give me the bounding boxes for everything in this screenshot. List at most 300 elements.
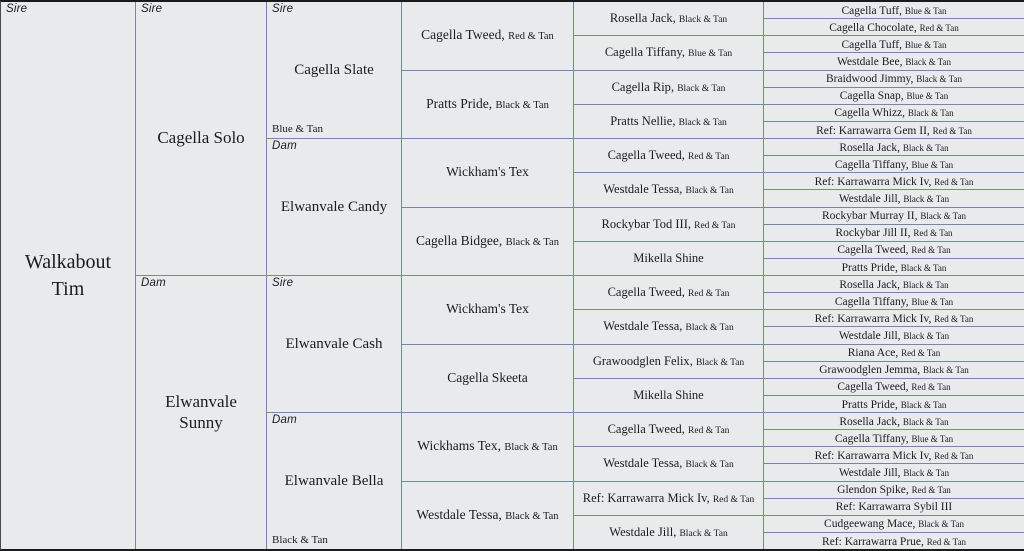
separator: , xyxy=(917,364,924,377)
dog-name-text: Wickham's Tex xyxy=(446,301,529,317)
coat-color: Black & Tan xyxy=(495,99,549,111)
dog-name xyxy=(842,258,947,275)
pedigree-cell xyxy=(136,275,266,549)
pedigree-cell xyxy=(402,70,573,139)
dog-name xyxy=(285,335,382,354)
dog-name xyxy=(603,180,733,199)
relation-label: Dam xyxy=(272,140,297,152)
dog-name-text: Westdale Tessa xyxy=(603,182,680,197)
coat-color: Black & Tan xyxy=(905,57,952,67)
pedigree-cell xyxy=(574,138,763,172)
dog-name-text: Cagella Tweed xyxy=(837,381,906,394)
pedigree-cell xyxy=(574,104,763,138)
separator: , xyxy=(899,38,905,51)
dog-name-text: Mikella Shine xyxy=(633,250,704,265)
dog-name xyxy=(633,386,703,405)
pedigree-cell xyxy=(574,241,763,275)
pedigree-cell xyxy=(402,2,573,70)
dog-name xyxy=(822,532,966,549)
dog-name xyxy=(633,249,703,268)
coat-color: Black & Tan xyxy=(900,399,947,410)
coat-color: Black & Tan xyxy=(677,83,726,94)
dog-name xyxy=(421,26,554,45)
dog-name xyxy=(605,43,732,62)
separator: , xyxy=(498,506,506,522)
separator: , xyxy=(899,56,906,68)
coat-color: Red & Tan xyxy=(688,426,730,437)
separator: , xyxy=(905,158,912,171)
dog-name xyxy=(417,437,557,456)
pedigree-cell xyxy=(574,35,763,69)
separator: , xyxy=(905,484,912,497)
separator: , xyxy=(672,113,679,128)
dog-name xyxy=(835,224,952,241)
separator: , xyxy=(706,490,713,505)
dog-name-text: Westdale Bee xyxy=(836,56,900,68)
pedigree-cell xyxy=(764,2,1024,18)
pedigree-cell xyxy=(402,344,573,413)
dog-name-text: Westdale Jill xyxy=(838,193,898,205)
coat-color: Red & Tan xyxy=(913,228,953,239)
coat-color: Blue & Tan xyxy=(911,159,954,170)
coat-color: Black & Tan xyxy=(504,442,558,454)
dog-name xyxy=(826,70,962,87)
coat-color: Black & Tan xyxy=(903,468,950,478)
coat-color: Blue & Tan xyxy=(904,39,947,50)
dog-name xyxy=(583,489,754,508)
coat-color: Red & Tan xyxy=(934,450,974,461)
dog-name-text: Cagella Whizz xyxy=(834,107,903,120)
pedigree-cell xyxy=(574,446,763,480)
separator: , xyxy=(905,432,912,445)
dog-name-text: Grawoodglen Felix xyxy=(592,353,690,368)
dog-name-text: Cagella Slate xyxy=(294,61,374,78)
pedigree-cell xyxy=(267,412,401,549)
pedigree-cell xyxy=(764,446,1024,463)
pedigree-cell xyxy=(574,344,763,378)
coat-color-label: Black & Tan xyxy=(272,534,328,546)
dog-name-text: Westdale Tessa xyxy=(416,506,499,522)
dog-name-text: Ref: Karrawarra Mick Iv xyxy=(814,312,929,325)
dog-name xyxy=(835,155,953,172)
separator: , xyxy=(899,4,905,17)
separator: , xyxy=(679,319,686,334)
dog-name xyxy=(608,420,730,439)
coat-color: Black & Tan xyxy=(678,15,728,26)
dog-name xyxy=(608,146,730,165)
dog-name xyxy=(142,392,260,434)
dog-name-text: Ref: Karrawarra Mick Iv xyxy=(814,175,929,188)
dog-name-text: Westdale Tessa xyxy=(603,456,680,471)
separator: , xyxy=(900,90,907,103)
dog-name-text: Cagella Skeeta xyxy=(447,369,528,385)
pedigree-cell xyxy=(764,70,1024,87)
separator: , xyxy=(905,295,912,308)
pedigree-cell xyxy=(267,2,401,138)
dog-name xyxy=(446,300,529,319)
coat-color: Black & Tan xyxy=(505,510,559,522)
dog-name xyxy=(285,472,384,491)
dog-name xyxy=(841,2,946,18)
dog-name xyxy=(839,275,948,292)
coat-color: Black & Tan xyxy=(678,117,727,128)
coat-color: Black & Tan xyxy=(907,108,954,119)
dog-name-text: Pratts Pride xyxy=(841,398,895,411)
dog-name xyxy=(837,481,951,498)
pedigree-cell xyxy=(764,292,1024,309)
relation-label: Sire xyxy=(272,3,294,15)
pedigree-cell xyxy=(574,70,763,104)
pedigree-cell xyxy=(764,35,1024,52)
relation-label: Sire xyxy=(272,277,294,289)
separator: , xyxy=(681,148,689,163)
dog-name-text: Pratts Nellie xyxy=(610,113,673,128)
dog-name xyxy=(294,61,374,80)
coat-color: Red & Tan xyxy=(694,220,736,231)
dog-name xyxy=(447,369,528,388)
dog-name-text: Rosella Jack xyxy=(839,141,898,154)
dog-name xyxy=(281,198,387,217)
dog-name-text: Wickhams Tex xyxy=(417,438,498,454)
separator: , xyxy=(928,312,935,325)
dog-name-text: Rockybar Tod III xyxy=(601,216,688,231)
dog-name xyxy=(446,163,529,182)
pedigree-cell xyxy=(764,395,1024,412)
separator: , xyxy=(928,449,935,462)
dog-name xyxy=(157,128,244,149)
coat-color: Red & Tan xyxy=(688,152,730,163)
pedigree-cell xyxy=(402,138,573,207)
separator: , xyxy=(928,175,935,188)
coat-color: Black & Tan xyxy=(679,528,728,539)
dog-name xyxy=(603,317,733,336)
dog-name xyxy=(816,121,972,138)
dog-name xyxy=(839,326,949,343)
separator: , xyxy=(679,182,686,197)
dog-name xyxy=(603,454,733,473)
dog-name-text: Westdale Jill xyxy=(609,524,674,539)
column-generation-4 xyxy=(573,2,763,549)
pedigree-cell xyxy=(764,121,1024,138)
coat-color: Red & Tan xyxy=(911,382,951,393)
coat-color: Black & Tan xyxy=(900,262,947,273)
pedigree-cell xyxy=(764,309,1024,326)
coat-color: Black & Tan xyxy=(695,357,745,368)
dog-name xyxy=(839,138,948,155)
dog-name-text: Rosella Jack xyxy=(839,278,898,291)
pedigree-cell xyxy=(764,172,1024,189)
dog-name-text: Cagella Tweed xyxy=(607,422,682,437)
separator: , xyxy=(501,27,509,43)
coat-color: Black & Tan xyxy=(923,365,969,376)
coat-color: Black & Tan xyxy=(903,331,950,341)
dog-name xyxy=(840,87,948,104)
coat-color: Black & Tan xyxy=(902,279,949,290)
coat-color: Red & Tan xyxy=(932,125,972,136)
dog-name-text: Cagella Tweed xyxy=(607,148,682,163)
dog-name xyxy=(839,463,949,480)
dog-name-text: Cagella Snap xyxy=(839,90,901,103)
coat-color: Red & Tan xyxy=(911,245,951,256)
pedigree-cell xyxy=(764,189,1024,206)
pedigree-cell xyxy=(764,52,1024,69)
pedigree-cell xyxy=(764,361,1024,378)
dog-name xyxy=(815,172,974,189)
dog-name-text: Westdale Tessa xyxy=(603,319,680,334)
dog-name-text: Cagella Bidgee xyxy=(416,232,499,248)
dog-name-text: Cagella Tweed xyxy=(421,27,502,43)
separator: , xyxy=(673,524,680,539)
coat-color: Black & Tan xyxy=(902,416,949,427)
dog-name xyxy=(815,446,974,463)
pedigree-cell xyxy=(574,378,763,412)
pedigree-cell xyxy=(574,515,763,549)
coat-color: Blue & Tan xyxy=(906,91,949,102)
dog-name-text: Rosella Jack xyxy=(609,11,673,26)
dog-name xyxy=(824,515,964,532)
separator: , xyxy=(679,456,686,471)
dog-name xyxy=(815,309,974,326)
pedigree-cell xyxy=(764,463,1024,480)
coat-color: Red & Tan xyxy=(934,176,974,187)
dog-name-text: Westdale Jill xyxy=(838,467,898,479)
dog-name xyxy=(819,361,969,378)
coat-color: Red & Tan xyxy=(934,313,974,324)
pedigree-cell xyxy=(267,275,401,412)
dog-name-text: Cagella Chocolate xyxy=(829,21,914,34)
coat-color: Red & Tan xyxy=(926,536,966,547)
pedigree-cell xyxy=(764,241,1024,258)
dog-name xyxy=(612,78,726,97)
dog-name-text: Elwanvale Candy xyxy=(280,198,388,215)
separator: , xyxy=(670,79,678,94)
dog-name-text: Ref: Karrawarra Gem II xyxy=(816,124,927,137)
dog-name-text: Ref: Karrawarra Sybil III xyxy=(835,501,953,514)
relation-label: Dam xyxy=(272,414,297,426)
coat-color: Red & Tan xyxy=(508,31,554,43)
coat-color: Black & Tan xyxy=(902,142,949,153)
dog-name xyxy=(837,52,951,69)
pedigree-cell xyxy=(764,326,1024,343)
dog-name xyxy=(7,249,129,303)
separator: , xyxy=(498,232,506,248)
separator: , xyxy=(905,244,912,257)
separator: , xyxy=(497,438,505,454)
dog-name-text: Cudgeewang Mace xyxy=(824,518,913,531)
dog-name-text: Cagella Solo xyxy=(157,128,245,148)
dog-name xyxy=(416,232,559,251)
dog-name-text: Walkabout Tim xyxy=(24,250,112,300)
dog-name xyxy=(593,352,744,371)
pedigree-cell xyxy=(764,104,1024,121)
pedigree-cell xyxy=(267,138,401,275)
dog-name-text: Rockybar Murray II xyxy=(821,210,915,223)
pedigree-cell xyxy=(402,412,573,481)
coat-color: Red & Tan xyxy=(712,494,755,505)
separator: , xyxy=(894,261,901,274)
dog-name xyxy=(608,283,730,302)
pedigree-cell xyxy=(402,207,573,276)
separator: , xyxy=(689,353,696,368)
dog-name-text: Elwanvale Cash xyxy=(285,335,383,352)
pedigree-cell xyxy=(574,2,763,35)
dog-name xyxy=(836,498,953,515)
pedigree-cell xyxy=(402,275,573,344)
coat-color: Red & Tan xyxy=(688,289,730,300)
pedigree-cell xyxy=(764,155,1024,172)
column-generation-2 xyxy=(266,2,401,549)
separator: , xyxy=(912,518,919,531)
separator: , xyxy=(905,381,912,394)
coat-color: Black & Tan xyxy=(916,74,962,85)
separator: , xyxy=(907,227,914,240)
dog-name-text: Grawoodglen Jemma xyxy=(819,364,918,377)
dog-name-text: Cagella Tweed xyxy=(607,285,682,300)
dog-name xyxy=(601,215,735,234)
coat-color-label: Blue & Tan xyxy=(272,123,323,135)
separator: , xyxy=(897,415,903,428)
column-generation-3 xyxy=(401,2,573,549)
relation-label: Sire xyxy=(6,3,28,15)
coat-color: Black & Tan xyxy=(903,194,950,204)
separator: , xyxy=(910,73,917,86)
separator: , xyxy=(897,278,903,291)
dog-name xyxy=(839,189,949,206)
pedigree-cell xyxy=(764,258,1024,275)
coat-color: Red & Tan xyxy=(911,485,951,496)
dog-name-text: Rosella Jack xyxy=(839,415,898,428)
coat-color: Blue & Tan xyxy=(688,49,733,60)
dog-name-text: Ref: Karrawarra Mick Iv xyxy=(814,449,929,462)
column-generation-5 xyxy=(763,2,1024,549)
column-generation-1 xyxy=(135,2,266,549)
separator: , xyxy=(902,107,908,120)
dog-name xyxy=(842,395,947,412)
dog-name-text: Elwanvale Bella xyxy=(284,472,384,489)
pedigree-cell xyxy=(764,207,1024,224)
pedigree-cell xyxy=(764,498,1024,515)
coat-color: Black & Tan xyxy=(685,186,734,197)
separator: , xyxy=(913,21,920,34)
pedigree-cell xyxy=(764,224,1024,241)
separator: , xyxy=(672,11,679,26)
separator: , xyxy=(897,193,904,205)
pedigree-cell xyxy=(574,309,763,343)
dog-name-text: Ref: Karrawarra Prue xyxy=(822,535,922,548)
coat-color: Black & Tan xyxy=(920,211,967,222)
dog-name xyxy=(416,506,558,525)
dog-name-text: Cagella Tweed xyxy=(837,244,906,257)
relation-label: Dam xyxy=(141,277,166,289)
pedigree-cell xyxy=(764,18,1024,35)
coat-color: Red & Tan xyxy=(901,348,941,359)
separator: , xyxy=(897,330,904,342)
coat-color: Red & Tan xyxy=(919,22,959,33)
pedigree-cell xyxy=(764,378,1024,395)
dog-name-text: Mikella Shine xyxy=(633,387,704,402)
dog-name-text: Pratts Pride xyxy=(426,95,489,111)
dog-name-text: Cagella Tuff xyxy=(841,4,900,17)
pedigree-cell xyxy=(574,172,763,206)
dog-name xyxy=(609,523,727,542)
dog-name-text: Cagella Tuff xyxy=(841,38,900,51)
dog-name xyxy=(822,207,966,224)
pedigree-cell xyxy=(764,275,1024,292)
pedigree-cell xyxy=(1,2,135,549)
pedigree-cell xyxy=(764,429,1024,446)
separator: , xyxy=(895,347,902,360)
coat-color: Black & Tan xyxy=(505,236,559,248)
dog-name-text: Cagella Tiffany xyxy=(834,158,906,171)
separator: , xyxy=(488,95,496,111)
coat-color: Blue & Tan xyxy=(911,296,954,307)
pedigree-cell xyxy=(764,412,1024,429)
coat-color: Black & Tan xyxy=(685,323,734,334)
pedigree-cell xyxy=(764,481,1024,498)
dog-name xyxy=(426,95,549,114)
column-subject xyxy=(1,2,135,549)
dog-name-text: Ref: Karrawarra Mick Iv xyxy=(582,490,707,505)
dog-name xyxy=(834,104,953,121)
dog-name-text: Cagella Tiffany xyxy=(604,45,682,60)
dog-name xyxy=(839,412,948,429)
dog-name-text: Cagella Tiffany xyxy=(834,432,906,445)
separator: , xyxy=(894,398,901,411)
separator: , xyxy=(681,422,689,437)
pedigree-cell xyxy=(136,2,266,275)
dog-name xyxy=(835,429,953,446)
dog-name xyxy=(829,18,959,35)
pedigree-cell xyxy=(764,344,1024,361)
relation-label: Sire xyxy=(141,3,163,15)
pedigree-cell xyxy=(574,481,763,515)
pedigree-cell xyxy=(574,207,763,241)
dog-name xyxy=(837,241,950,258)
dog-name-text: Rockybar Jill II xyxy=(835,227,908,240)
pedigree-cell xyxy=(764,138,1024,155)
dog-name xyxy=(610,112,727,131)
dog-name-text: Glendon Spike xyxy=(837,484,906,497)
pedigree-cell xyxy=(764,515,1024,532)
pedigree-cell xyxy=(402,481,573,550)
coat-color: Blue & Tan xyxy=(904,5,947,16)
dog-name-text: Braidwood Jimmy xyxy=(826,73,911,86)
pedigree-cell xyxy=(574,275,763,309)
dog-name xyxy=(837,378,950,395)
dog-name-text: Riana Ace xyxy=(847,347,896,360)
dog-name-text: Cagella Tiffany xyxy=(834,295,906,308)
dog-name xyxy=(848,344,941,361)
separator: , xyxy=(687,216,695,231)
dog-name xyxy=(835,292,953,309)
separator: , xyxy=(681,45,689,60)
pedigree-cell xyxy=(764,87,1024,104)
separator: , xyxy=(897,141,903,154)
dog-name-text: Cagella Rip xyxy=(611,79,671,94)
pedigree-cell xyxy=(764,532,1024,549)
coat-color: Black & Tan xyxy=(918,519,964,530)
pedigree-cell xyxy=(574,412,763,446)
coat-color: Black & Tan xyxy=(685,460,734,471)
dog-name-text: Westdale Jill xyxy=(838,330,898,342)
dog-name xyxy=(610,9,727,28)
separator: , xyxy=(921,535,927,548)
dog-name-text: Pratts Pride xyxy=(841,261,895,274)
separator: , xyxy=(926,124,933,137)
separator: , xyxy=(897,467,904,479)
separator: , xyxy=(681,285,689,300)
dog-name-text: Elwanvale Sunny xyxy=(165,391,237,432)
